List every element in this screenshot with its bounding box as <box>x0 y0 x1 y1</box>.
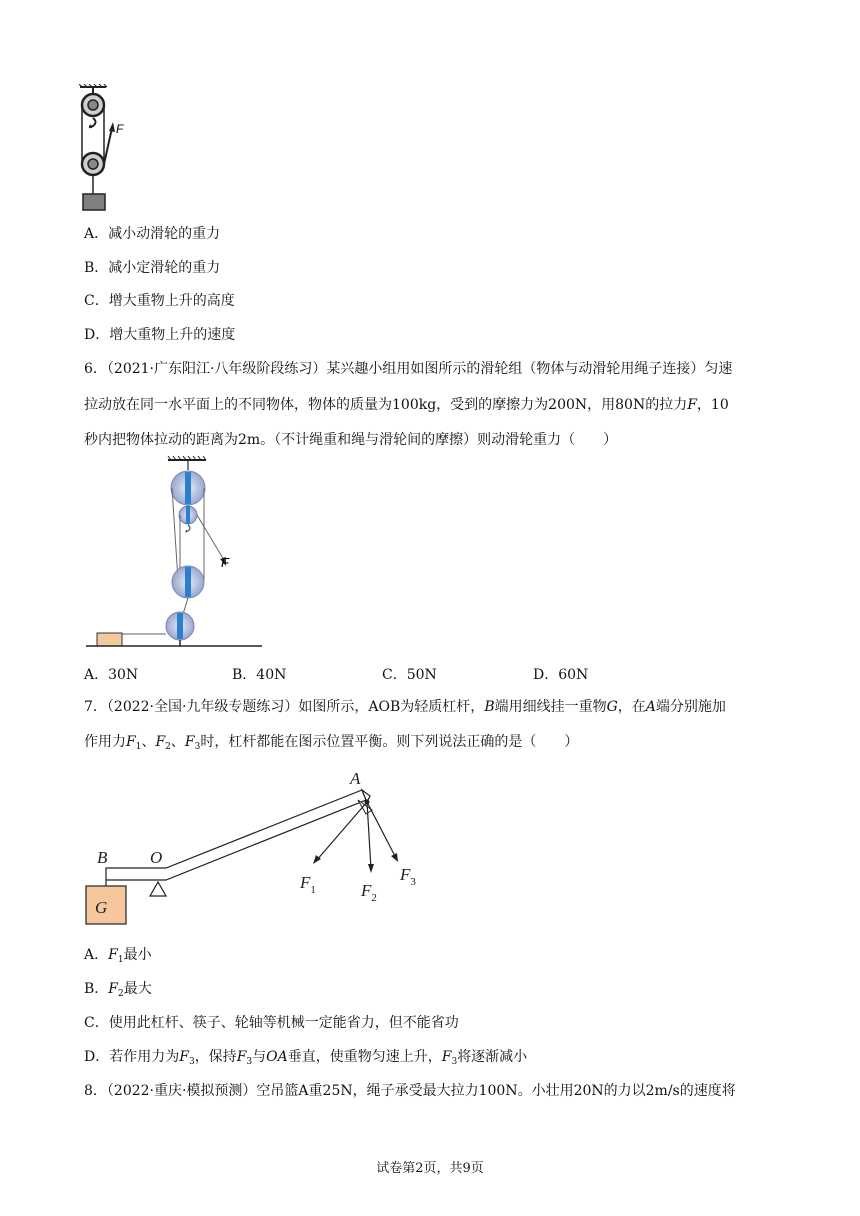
q7-label-f1: $F_1$ <box>300 873 316 896</box>
q7-stem-line1: 7．（2022·全国·九年级专题练习）如图所示，AOB为轻质杠杆，B端用细线挂一重物G，在A端分别施加 <box>84 699 726 715</box>
q6-options-row <box>84 664 644 684</box>
q5-option-c: C．增大重物上升的高度 <box>84 293 235 309</box>
q7-option-c: C．使用此杠杆、筷子、轮轴等机械一定能省力，但不能省功 <box>84 1015 459 1031</box>
q7-label-o: O <box>150 848 163 867</box>
q7-option-a: A．$F_1$最小 <box>84 947 152 965</box>
q7-label-f2: $F_2$ <box>361 881 377 904</box>
q5-pulley-figure <box>78 84 138 214</box>
q7-label-g: G <box>95 898 108 917</box>
q7-label-a: A <box>350 769 361 788</box>
q6-stem-line1: 6．（2021·广东阳江·八年级阶段练习）某兴趣小组用如图所示的滑轮组（物体与动滑轮用绳子连接）匀速 <box>84 361 733 377</box>
q7-option-d: D．若作用力为$F_3$，保持$F_3$与OA垂直，使重物匀速上升，$F_3$将逐渐减小 <box>84 1049 528 1067</box>
q5-option-b: B．减小定滑轮的重力 <box>84 260 221 276</box>
page-footer: 试卷第2页，共9页 <box>376 1161 484 1176</box>
q7-stem-line2: 作用力$F_1$、$F_2$、$F_3$时，杠杆都能在图示位置平衡。则下列说法正确的是（ ） <box>84 734 579 752</box>
q7-label-f3: $F_3$ <box>400 865 416 888</box>
q6-option-a: A．30N <box>84 667 139 683</box>
q5-option-a: A．减小动滑轮的重力 <box>84 226 221 242</box>
q6-option-b: B．40N <box>232 667 287 683</box>
q6-option-d: D．60N <box>533 667 589 683</box>
q6-stem-line3: 秒内把物体拉动的距离为2m。（不计绳重和绳与滑轮间的摩擦）则动滑轮重力（ ） <box>84 432 618 448</box>
q6-option-c: C．50N <box>382 667 437 683</box>
q7-lever-figure <box>80 764 440 936</box>
q6-pulley-figure <box>84 456 274 656</box>
q6-stem-line2: 拉动放在同一水平面上的不同物体，物体的质量为100kg，受到的摩擦力为200N，用80N的拉力F，10 <box>84 397 729 413</box>
q8-stem-line1: 8．（2022·重庆·模拟预测）空吊篮A重25N，绳子承受最大拉力100N。小壮用20N的力以2m/s的速度将 <box>84 1083 736 1099</box>
q5-force-label: F <box>116 122 124 136</box>
q7-option-b: B．$F_2$最大 <box>84 981 152 999</box>
q6-force-label: F <box>221 555 229 570</box>
q7-label-b: B <box>97 848 108 867</box>
q5-option-d: D．增大重物上升的速度 <box>84 327 236 343</box>
